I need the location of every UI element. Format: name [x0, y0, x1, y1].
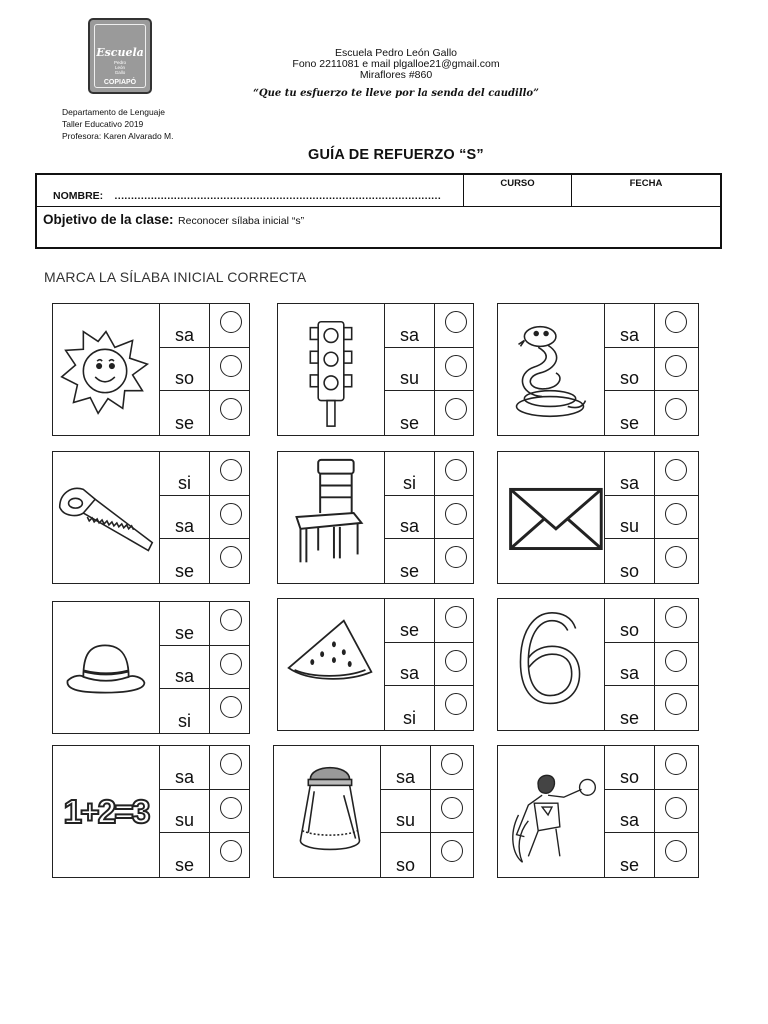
salt-shaker-icon: [274, 746, 380, 877]
answer-circle[interactable]: [220, 546, 242, 568]
option-row: [605, 496, 698, 540]
exercise-card: [497, 303, 699, 436]
exercise-card: [277, 451, 474, 584]
exercise-card: [277, 303, 474, 436]
syllable-label: sa: [619, 472, 639, 493]
option-row: [605, 599, 698, 643]
answer-circle[interactable]: [220, 398, 242, 420]
option-row: [160, 496, 249, 540]
saw-icon: [53, 452, 159, 583]
exercise-card: [273, 745, 474, 878]
page-title: GUÍA DE REFUERZO “S”: [308, 147, 484, 163]
watermelon-slice-icon: [278, 599, 384, 730]
school-motto: “Que tu esfuerzo te lleve por la senda del caudillo”: [253, 88, 539, 99]
answer-circle[interactable]: [445, 503, 467, 525]
sum-text: 1+2=3: [63, 793, 149, 831]
option-row: [160, 391, 249, 435]
syllable-label: sa: [174, 324, 194, 345]
number-six-icon: [498, 599, 604, 730]
answer-circle[interactable]: [665, 311, 687, 333]
option-row: [385, 686, 473, 730]
sun-icon: [53, 304, 159, 435]
option-row: [385, 348, 473, 392]
fecha-field[interactable]: [571, 175, 720, 207]
department-info: [62, 106, 174, 142]
answer-circle[interactable]: [445, 355, 467, 377]
option-row: [605, 643, 698, 687]
answer-circle[interactable]: [445, 311, 467, 333]
answer-circle[interactable]: [445, 650, 467, 672]
exercise-card: [52, 745, 250, 878]
exercise-card: [497, 598, 699, 731]
syllable-label: sa: [395, 766, 415, 787]
syllable-label: so: [395, 854, 415, 875]
answer-circle[interactable]: [220, 696, 242, 718]
syllable-label: su: [619, 516, 639, 537]
answer-circle[interactable]: [445, 693, 467, 715]
syllable-label: se: [399, 412, 419, 433]
answer-circle[interactable]: [665, 606, 687, 628]
syllable-label: se: [174, 412, 194, 433]
school-contact: Fono 2211081 e mail plgalloe21@gmail.com: [292, 58, 500, 70]
exercise-card: [52, 303, 250, 436]
syllable-label: se: [619, 707, 639, 728]
exercise-card: [52, 451, 250, 584]
snake-icon: [498, 304, 604, 435]
option-row: [160, 689, 249, 733]
superman-icon: [498, 746, 604, 877]
syllable-label: se: [399, 560, 419, 581]
student-info-box: [35, 173, 722, 249]
answer-circle[interactable]: [445, 398, 467, 420]
answer-circle[interactable]: [220, 609, 242, 631]
answer-circle[interactable]: [220, 653, 242, 675]
answer-circle[interactable]: [220, 503, 242, 525]
syllable-label: se: [619, 412, 639, 433]
syllable-label: su: [395, 810, 415, 831]
answer-circle[interactable]: [220, 311, 242, 333]
answer-circle[interactable]: [445, 606, 467, 628]
syllable-label: sa: [619, 810, 639, 831]
option-row: [381, 833, 473, 877]
logo-text: Escuela: [96, 46, 144, 59]
answer-circle[interactable]: [220, 355, 242, 377]
option-row: [605, 452, 698, 496]
option-row: [381, 746, 473, 790]
option-row: [385, 452, 473, 496]
syllable-label: si: [403, 707, 416, 728]
option-row: [160, 539, 249, 583]
objective-text: Reconocer sílaba inicial “s”: [178, 215, 305, 227]
answer-circle[interactable]: [665, 797, 687, 819]
option-row: [160, 348, 249, 392]
option-row: [385, 643, 473, 687]
curso-field[interactable]: [463, 175, 571, 207]
answer-circle[interactable]: [220, 797, 242, 819]
syllable-label: so: [619, 368, 639, 389]
option-row: [605, 746, 698, 790]
option-row: [160, 602, 249, 646]
answer-circle[interactable]: [220, 840, 242, 862]
option-row: [605, 348, 698, 392]
teacher-name: Profesora: Karen Alvarado M.: [62, 131, 174, 141]
nombre-field[interactable]: ………………………………………………………………………………………: [114, 190, 441, 202]
answer-circle[interactable]: [665, 546, 687, 568]
answer-circle[interactable]: [665, 840, 687, 862]
syllable-label: se: [174, 622, 194, 643]
syllable-label: si: [178, 710, 191, 731]
traffic-light-icon: [278, 304, 384, 435]
syllable-label: si: [178, 472, 191, 493]
answer-circle[interactable]: [665, 693, 687, 715]
syllable-label: si: [403, 472, 416, 493]
syllable-label: sa: [399, 324, 419, 345]
answer-circle[interactable]: [665, 753, 687, 775]
option-row: [605, 790, 698, 834]
option-row: [381, 790, 473, 834]
syllable-label: so: [619, 560, 639, 581]
option-row: [385, 539, 473, 583]
instruction-text: MARCA LA SÍLABA INICIAL CORRECTA: [44, 269, 307, 285]
workshop-name: Taller Educativo 2019: [62, 119, 144, 129]
chair-icon: [278, 452, 384, 583]
option-row: [605, 539, 698, 583]
syllable-label: se: [399, 619, 419, 640]
answer-circle[interactable]: [665, 398, 687, 420]
option-row: [385, 599, 473, 643]
class-objective: [43, 211, 304, 229]
answer-circle[interactable]: [441, 797, 463, 819]
syllable-label: sa: [619, 663, 639, 684]
option-row: [605, 304, 698, 348]
syllable-label: sa: [174, 666, 194, 687]
option-row: [160, 646, 249, 690]
answer-circle[interactable]: [665, 355, 687, 377]
syllable-label: so: [174, 368, 194, 389]
syllable-label: sa: [399, 663, 419, 684]
exercise-card: [277, 598, 474, 731]
answer-circle[interactable]: [665, 459, 687, 481]
syllable-label: se: [174, 560, 194, 581]
answer-circle[interactable]: [220, 459, 242, 481]
option-row: [605, 686, 698, 730]
syllable-label: so: [619, 766, 639, 787]
exercise-card: [52, 601, 250, 734]
option-row: [385, 496, 473, 540]
option-row: [385, 391, 473, 435]
sum-icon: [53, 746, 159, 877]
fecha-label: FECHA: [629, 178, 663, 189]
syllable-label: sa: [174, 766, 194, 787]
exercise-card: [497, 451, 699, 584]
option-row: [160, 790, 249, 834]
logo-subtext: Pedro León Gallo: [113, 60, 126, 75]
logo-city: COPIAPÓ: [103, 79, 137, 86]
answer-circle[interactable]: [445, 546, 467, 568]
answer-circle[interactable]: [441, 840, 463, 862]
answer-circle[interactable]: [665, 503, 687, 525]
option-row: [160, 452, 249, 496]
answer-circle[interactable]: [445, 459, 467, 481]
option-row: [605, 391, 698, 435]
answer-circle[interactable]: [441, 753, 463, 775]
syllable-label: sa: [399, 516, 419, 537]
school-name: Escuela Pedro León Gallo: [335, 47, 457, 59]
option-row: [605, 833, 698, 877]
exercise-card: [497, 745, 699, 878]
option-row: [160, 746, 249, 790]
school-address: Miraflores #860: [359, 69, 433, 81]
objective-label: Objetivo de la clase:: [43, 212, 174, 227]
department-name: Departamento de Lenguaje: [62, 107, 166, 117]
school-info: [246, 48, 546, 81]
syllable-label: se: [619, 854, 639, 875]
answer-circle[interactable]: [220, 753, 242, 775]
answer-circle[interactable]: [665, 650, 687, 672]
hat-icon: [53, 602, 159, 733]
school-logo: [88, 18, 152, 94]
envelope-icon: [498, 452, 604, 583]
nombre-label: NOMBRE:: [53, 190, 104, 202]
syllable-label: se: [174, 854, 194, 875]
syllable-label: so: [619, 619, 639, 640]
syllable-label: sa: [174, 516, 194, 537]
option-row: [385, 304, 473, 348]
curso-label: CURSO: [500, 178, 535, 189]
option-row: [160, 304, 249, 348]
syllable-label: su: [399, 368, 419, 389]
syllable-label: su: [174, 810, 194, 831]
syllable-label: sa: [619, 324, 639, 345]
option-row: [160, 833, 249, 877]
